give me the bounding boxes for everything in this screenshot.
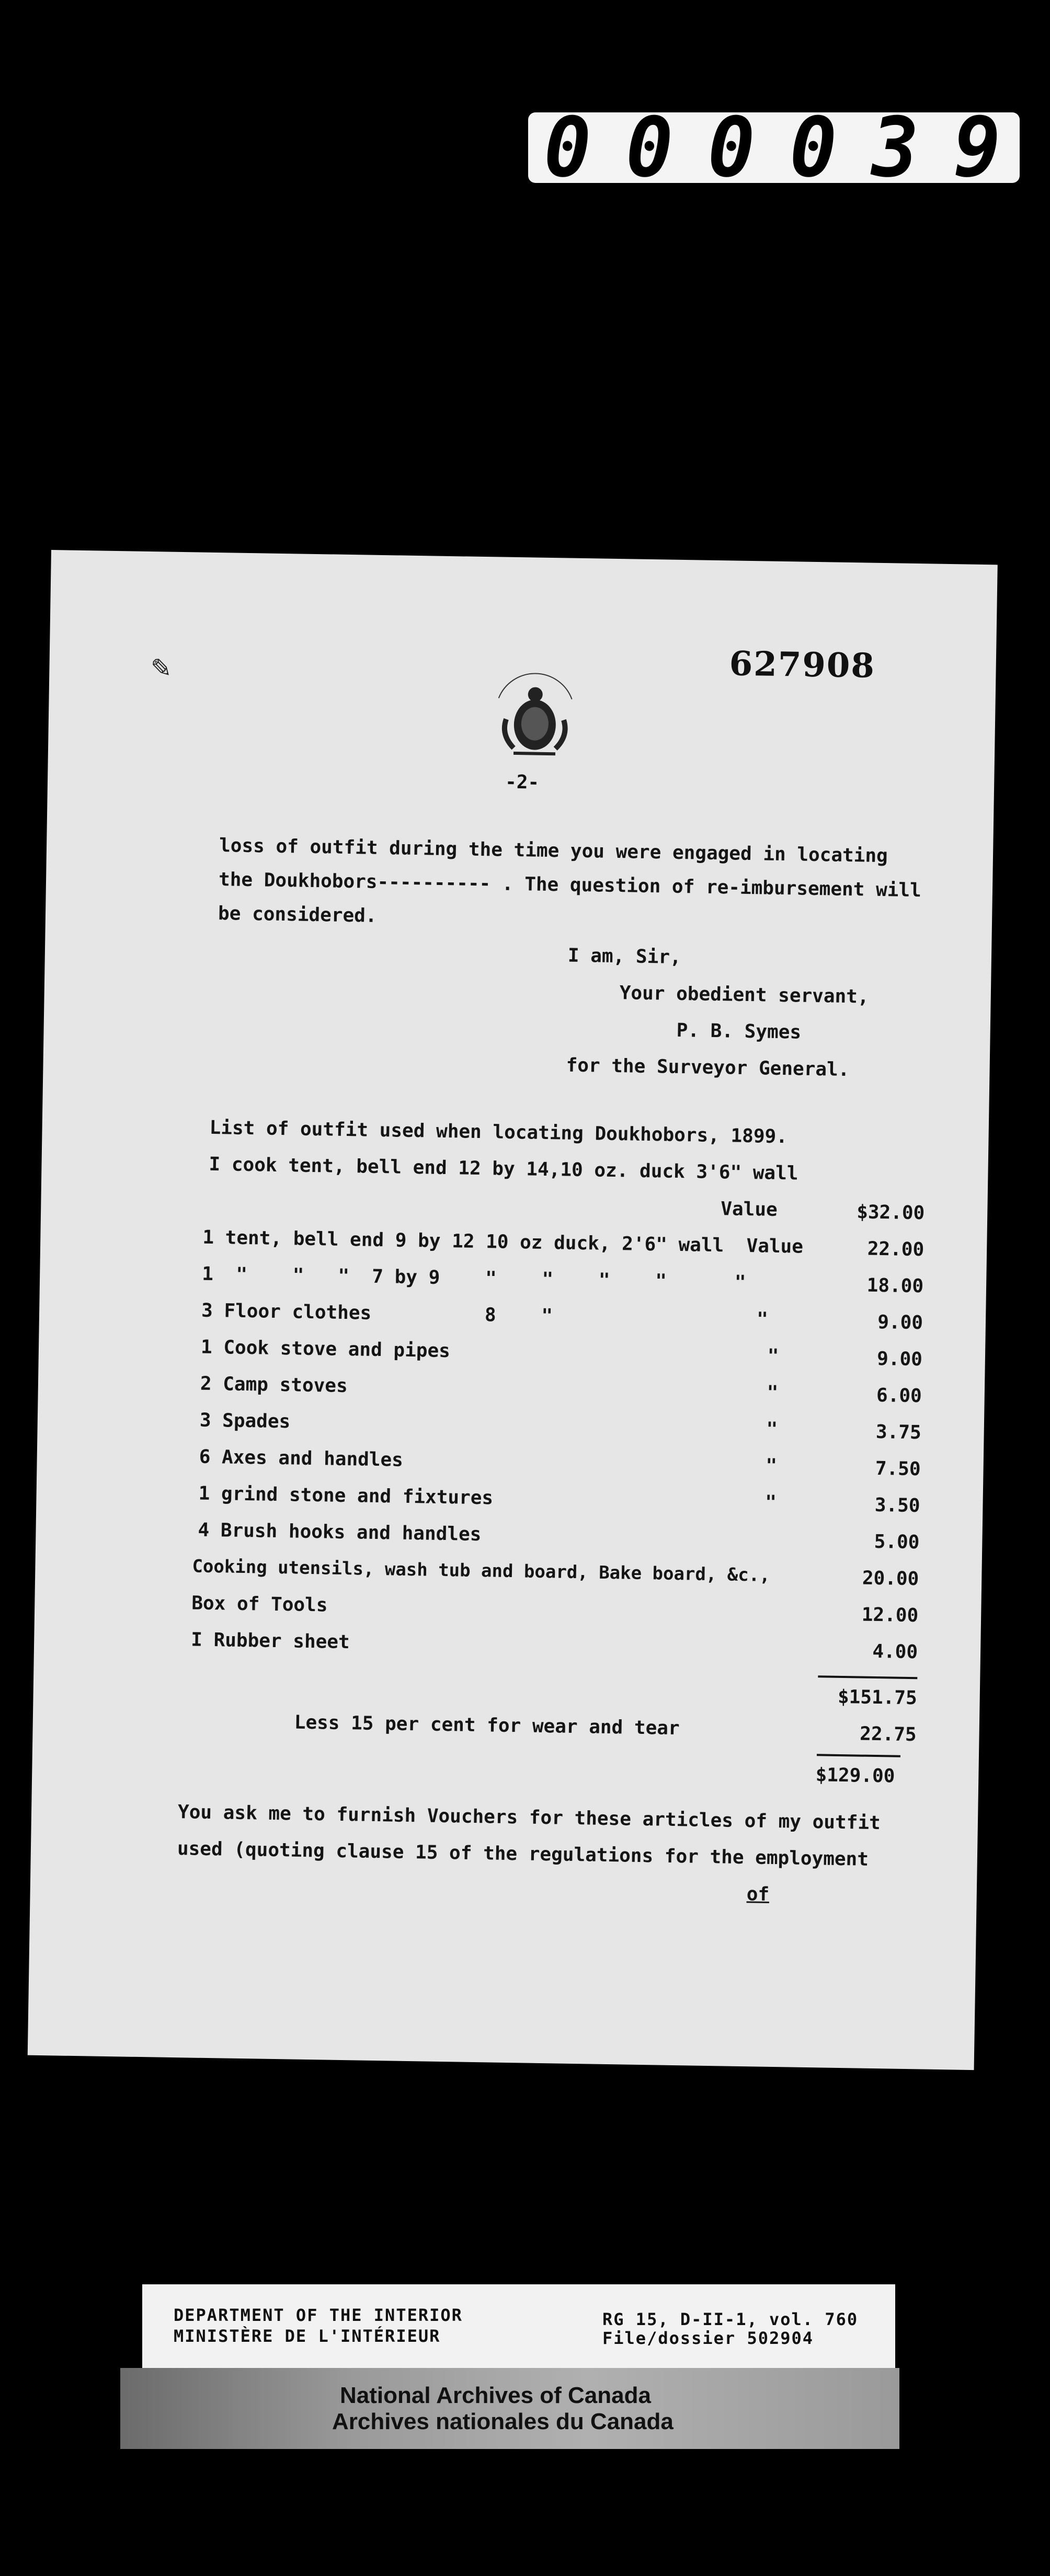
list-heading: List of outfit used when locating Doukhobors, 1899.: [209, 1117, 788, 1148]
sum-rule: [818, 1675, 917, 1679]
frame-digit: 0: [625, 100, 677, 196]
item-amount: $32.00: [856, 1201, 925, 1224]
less-line: Less 15 per cent for wear and tear: [294, 1711, 680, 1740]
list-item: I Rubber sheet: [190, 1629, 350, 1653]
value-header: Value: [721, 1198, 778, 1221]
list-item: 2 Camp stoves ": [200, 1373, 779, 1404]
archives-french: Archives nationales du Canada: [332, 2409, 674, 2434]
frame-digit: 0: [790, 100, 840, 196]
archive-reference-box: [142, 2284, 895, 2368]
item-amount: 18.00: [866, 1274, 924, 1297]
page-number: -2-: [505, 771, 540, 794]
signature-title: for the Surveyor General.: [566, 1054, 850, 1081]
list-item: 4 Brush hooks and handles: [198, 1519, 482, 1546]
item-amount: 6.00: [876, 1384, 922, 1407]
paragraph-line: used (quoting clause 15 of the regulations for the employment: [177, 1838, 869, 1870]
catchword: of: [746, 1883, 770, 1905]
item-amount: 5.00: [874, 1531, 920, 1554]
crest-icon: [482, 661, 588, 767]
closing-line: Your obedient servant,: [619, 982, 869, 1008]
pen-mark-icon: ✎: [151, 648, 171, 685]
total-amount: $129.00: [815, 1764, 895, 1787]
item-amount: 22.00: [867, 1238, 925, 1261]
paragraph-line: loss of outfit during the time you were engaged in locating: [219, 835, 888, 867]
department-english: DEPARTMENT OF THE INTERIOR: [174, 2305, 463, 2325]
archives-banner: [120, 2368, 899, 2449]
list-item: 6 Axes and handles ": [199, 1446, 778, 1477]
frame-digit: 0: [707, 100, 758, 196]
item-amount: 4.00: [872, 1640, 918, 1663]
list-item: 1 " " " 7 by 9 " " " " ": [201, 1263, 746, 1294]
document-page: [28, 550, 998, 2070]
item-amount: 3.50: [874, 1494, 920, 1517]
document-number-stamp: 627908: [729, 644, 876, 686]
sum-rule: [817, 1754, 900, 1757]
item-amount: 12.00: [861, 1604, 919, 1627]
closing-salutation: I am, Sir,: [567, 945, 681, 969]
item-amount: 9.00: [877, 1312, 923, 1334]
list-item: 1 tent, bell end 9 by 12 10 oz duck, 2'6" wall Value: [202, 1226, 804, 1258]
record-group-reference: RG 15, D-II-1, vol. 760: [602, 2309, 859, 2329]
list-item: Cooking utensils, wash tub and board, Bake board, &c.,: [192, 1556, 771, 1586]
paragraph-line: be considered.: [218, 903, 377, 927]
item-amount: 9.00: [876, 1348, 923, 1371]
frame-digit: 3: [871, 100, 922, 196]
item-amount: 20.00: [862, 1567, 919, 1590]
list-item: Box of Tools: [191, 1592, 328, 1616]
list-item: 3 Floor clothes 8 " ": [201, 1300, 769, 1330]
subtotal-amount: $151.75: [837, 1686, 918, 1709]
signature-name: P. B. Symes: [676, 1019, 802, 1043]
department-french: MINISTÈRE DE L'INTÉRIEUR: [174, 2326, 441, 2346]
list-item: 1 Cook stove and pipes ": [200, 1336, 779, 1367]
list-item: 3 Spades ": [199, 1409, 778, 1441]
list-item: I cook tent, bell end 12 by 14,10 oz. duck 3'6" wall: [209, 1153, 798, 1184]
file-reference: File/dossier 502904: [602, 2328, 814, 2348]
frame-number: [528, 100, 1020, 196]
item-amount: 3.75: [875, 1421, 922, 1444]
archives-english: National Archives of Canada: [340, 2383, 651, 2408]
paragraph-line: You ask me to furnish Vouchers for these articles of my outfit: [177, 1801, 881, 1834]
paragraph-line: the Doukhobors---------- . The question of re-imbursement will: [218, 869, 922, 902]
less-amount: 22.75: [859, 1723, 917, 1746]
frame-digit: 0: [544, 100, 595, 196]
list-item: 1 grind stone and fixtures ": [198, 1482, 777, 1514]
item-amount: 7.50: [875, 1457, 921, 1480]
frame-digit: 9: [953, 100, 1004, 196]
